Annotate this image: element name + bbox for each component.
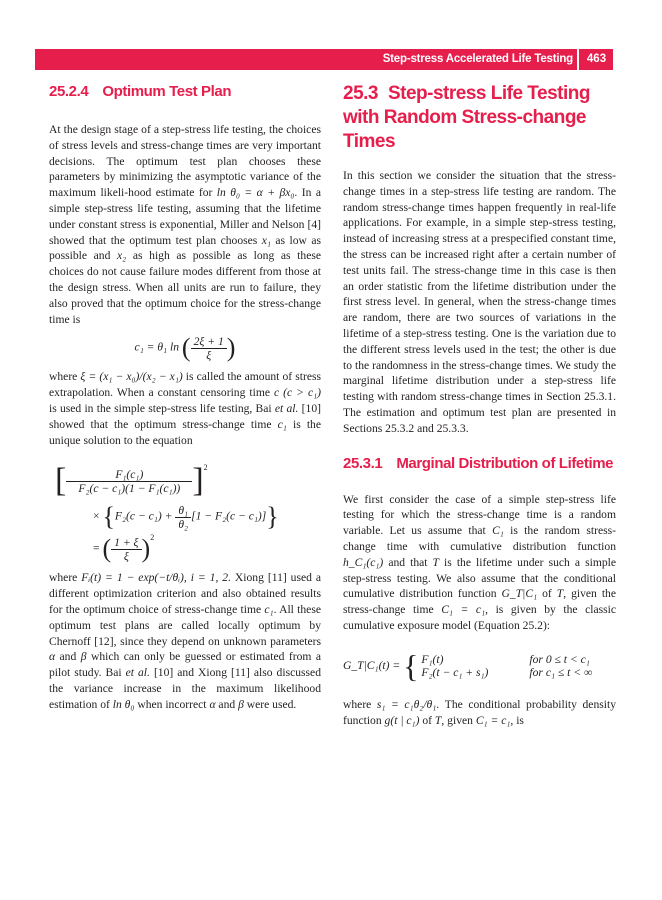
left-column <box>49 82 321 713</box>
subsection-heading-marginal-distribution <box>343 454 616 474</box>
right-column <box>343 82 616 728</box>
paragraph-random-times: In this section we consider the situation that the stress-change times in a step-stress life testing are random. The random stress-change times happen frequently in real-life applications. For example, in a simple step-stress testing, instead of increasing stress at a prespecified constant time, the stress can be increased right after a certain number of test units fail. The stress-change time in this case is then an order statistic from the lifetime distribution under the first stress level. In general, when the stress-change times are random, there are two sources of variations in the lifetime of a step-stress testing. One is the variation due to the different stress levels used in the test; the other is due to the randomness in the stress-change times. We study the marginal lifetime distribution under a step-stress life testing with random stress-change times in Section 25.3.1. The estimation and optimum test plan are presented in Sections 25.3.2 and 25.3.3. <box>343 169 616 435</box>
equation-cumulative-exposure: G_T|C₁(t) = { F₁(t) for 0 ≤ t < c₁ F₂(t − c₁ + s₁) for c₁ ≤ t < ∞ <box>343 647 593 684</box>
page-number: 463 <box>586 53 607 65</box>
subsection-title: Marginal Distribution of Lifetime <box>396 454 614 472</box>
running-title: Step-stress Accelerated Life Testing <box>382 53 573 65</box>
paragraph-simple-step-stress: We first consider the case of a simple step-stress life testing for which the stress-change time is a random variable. Let us assume that C₁ is the random stress-change time with cumulative distribution function h_C₁(c₁) and that T is the lifetime under such a simple step-stress testing. We also assume that the conditional cumulative distribution function G_T|C₁ of T, given the stress-change time C₁ = c₁, is given by the classic cumulative exposure model (Equation 25.2): <box>343 492 617 632</box>
heading-number: 25.2.4 <box>49 83 89 100</box>
subsection-heading-optimum-test-plan <box>49 82 321 102</box>
paragraph-xiong: where Fᵢ(t) = 1 − exp(−t/θᵢ), i = 1, 2. Xiong [11] used a different optimization criterion and also obtained results for the optimum choice of stress-change time c₁. All these optimum test plans are called locally optimum by Chernoff [12], since they depend on unknown parameters α and β which can only be guessed or estimated from a pilot study. Bai et al. [10] and Xiong [11] also discussed the variance increase in the maximum likelihood estimation of ln θ₀ when incorrect α and β were used. <box>49 571 321 711</box>
paragraph-conditional-density: where s₁ = c₁θ₂/θ₁. The conditional probability density function g(t | c₁) of T, given C₁ = c₁, is <box>343 697 616 727</box>
running-header <box>35 49 613 70</box>
header-separator <box>577 49 579 70</box>
heading-title: Optimum Test Plan <box>102 83 232 100</box>
section-heading-random-stress-change <box>343 82 616 154</box>
section-title: Step-stress Life Testing with Random Stress-change Times <box>343 83 590 152</box>
equation-censoring: [ $\frac{\text{F₁(c₁)}}{\text{F₂(c − c₁)(1 − F₁(c₁))}}$ ]$^2$ × {F₂(c − c₁) + $\frac{\text{θ₁}}{\text{θ₂}}$ [1 − F₂(c − c₁)]} = ( $\frac{1 + \xi}{\xi}$ )$^2$ <box>55 462 279 564</box>
paragraph-design-stage: At the design stage of a step-stress life testing, the choices of stress levels and stress-change times are very important decisions. The optimum test plan chooses these parameters by minimizing the asymptotic variance of the maximum likeli-hood estimate for ln θ₀ = α + βx₀. In a simple step-stress life testing, assuming that the lifetime under constant stress is exponential, Miller and Nelson [4] showed that the optimum test plan chooses x₁ as low as possible and x₂ as high as possible as long as these choices do not cause failure modes different from those at the design stress. When all units are run to failure, they also proved that the optimum choice for the stress-change time is <box>49 123 322 326</box>
paragraph-stress-extrapolation: where ξ = (x₁ − x₀)/(x₂ − x₁) is called the amount of stress extrapolation. When a constant censoring time c (c > c₁) is used in the simple step-stress life testing, Bai et al. [10] showed that the optimum stress-change time c₁ is the unique solution to the equation <box>49 370 321 447</box>
subsection-number: 25.3.1 <box>343 454 383 472</box>
section-number: 25.3 <box>343 83 378 104</box>
equation-optimum-change-time: c₁ = θ₁ ln ( $\frac{2\xi + 1}{\xi}$ ) <box>134 333 236 363</box>
